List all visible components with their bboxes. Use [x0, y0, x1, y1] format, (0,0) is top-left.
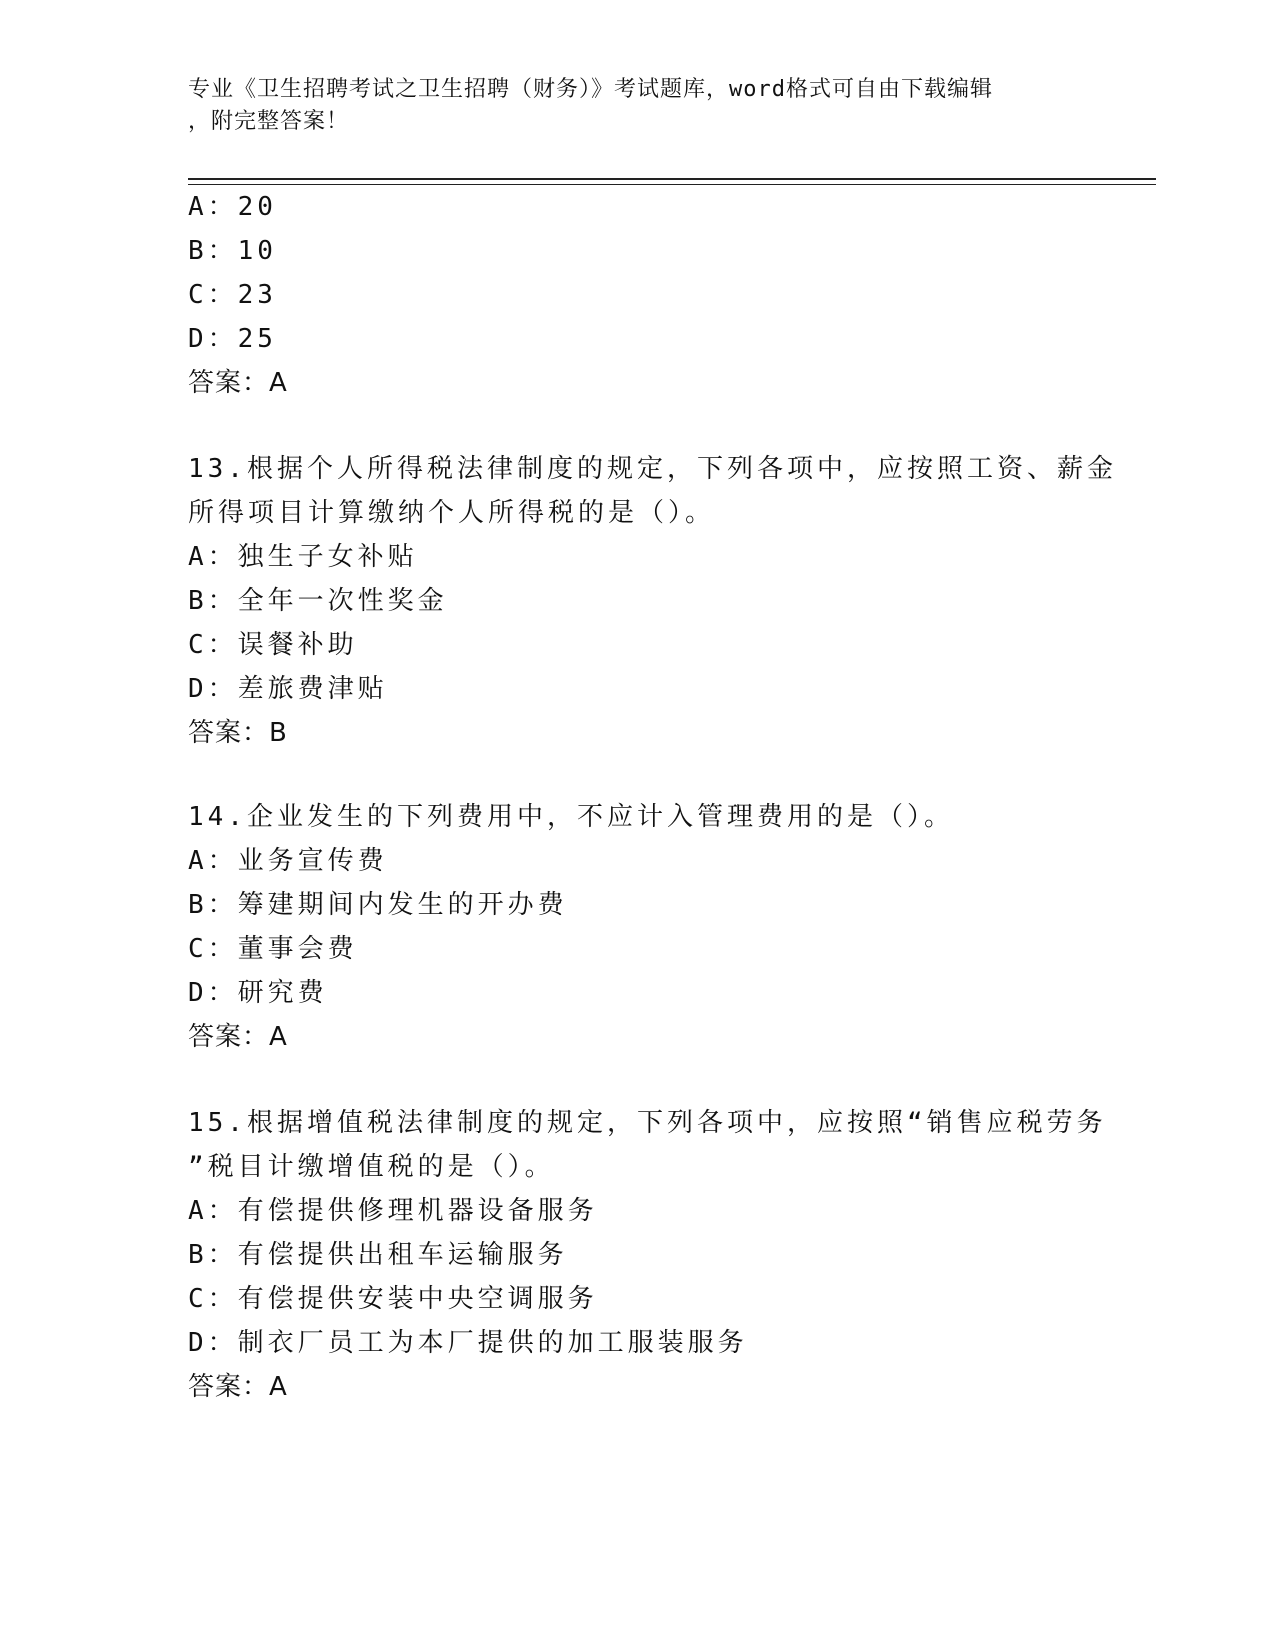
q14-stem-line-1: 14.企业发生的下列费用中，不应计入管理费用的是（）。	[188, 802, 954, 832]
q15-option-b: B：有偿提供出租车运输服务	[188, 1240, 568, 1270]
header-line-1: 专业《卫生招聘考试之卫生招聘（财务）》考试题库，word格式可自由下载编辑	[188, 77, 993, 102]
q12-option-b: B：10	[188, 236, 277, 266]
q14-option-b: B：筹建期间内发生的开办费	[188, 890, 568, 920]
q13-option-b: B：全年一次性奖金	[188, 586, 448, 616]
q15-stem-line-2: ”税目计缴增值税的是（）。	[188, 1152, 555, 1182]
q12-option-a: A：20	[188, 192, 277, 222]
header-divider-thin	[188, 184, 1156, 185]
q15-answer: 答案：A	[188, 1372, 288, 1402]
q12-answer: 答案：A	[188, 368, 288, 398]
q15-option-a: A：有偿提供修理机器设备服务	[188, 1196, 598, 1226]
q14-answer: 答案：A	[188, 1022, 288, 1052]
q13-option-c: C：误餐补助	[188, 630, 358, 660]
q13-option-d: D：差旅费津贴	[188, 674, 388, 704]
q15-stem-line-1: 15.根据增值税法律制度的规定，下列各项中，应按照“销售应税劳务	[188, 1108, 1107, 1138]
q15-option-c: C：有偿提供安装中央空调服务	[188, 1284, 598, 1314]
q15-option-d: D：制衣厂员工为本厂提供的加工服装服务	[188, 1328, 748, 1358]
q12-option-d: D：25	[188, 324, 277, 354]
header-divider-thick	[188, 178, 1156, 180]
q13-stem-line-2: 所得项目计算缴纳个人所得税的是（）。	[188, 498, 716, 528]
q13-answer: 答案：B	[188, 718, 288, 748]
q13-option-a: A：独生子女补贴	[188, 542, 418, 572]
q14-option-a: A：业务宣传费	[188, 846, 388, 876]
q14-option-c: C：董事会费	[188, 934, 358, 964]
document-header	[188, 74, 1088, 138]
q14-option-d: D：研究费	[188, 978, 328, 1008]
header-line-2: ，附完整答案！	[188, 109, 350, 134]
q13-stem-line-1: 13.根据个人所得税法律制度的规定，下列各项中，应按照工资、薪金	[188, 454, 1117, 484]
q12-option-c: C：23	[188, 280, 277, 310]
